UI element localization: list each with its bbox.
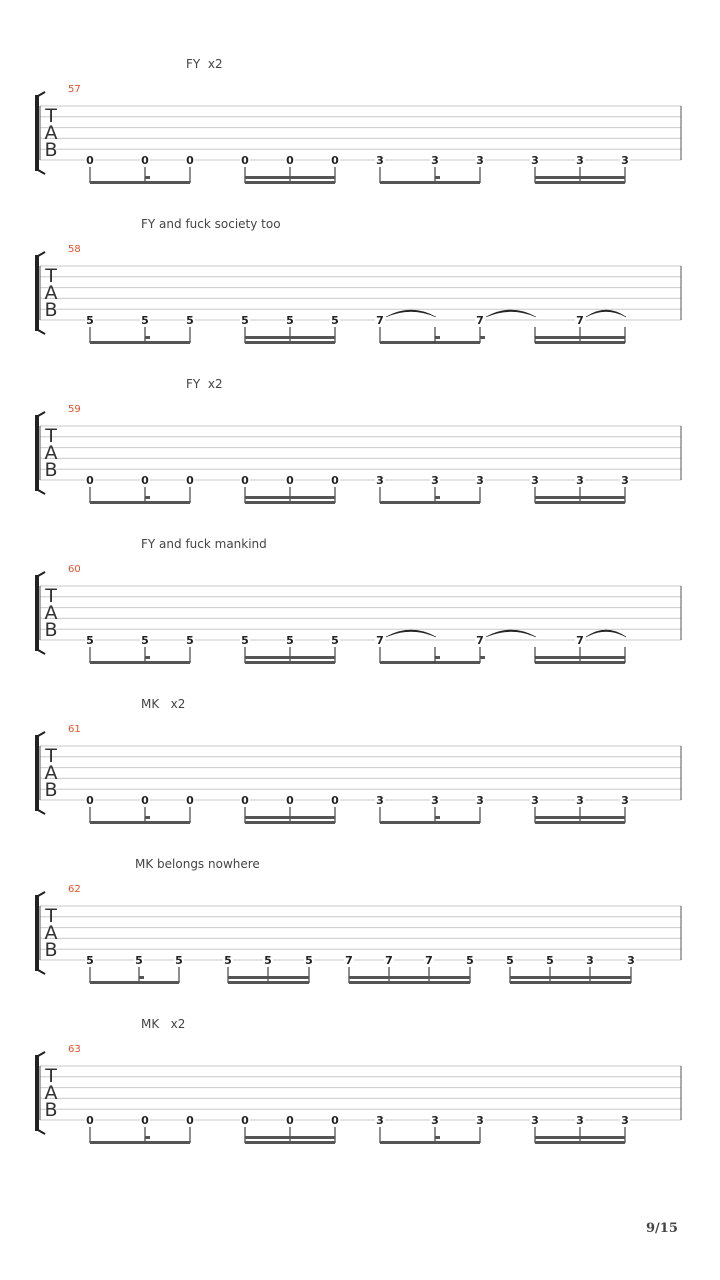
beam [245, 1141, 335, 1144]
tab-clef-letter: T [45, 905, 57, 927]
tie-arc [586, 310, 626, 317]
beam [245, 501, 335, 504]
tab-clef-letter: T [45, 425, 57, 447]
tab-clef-letter: T [45, 1065, 57, 1087]
measure-number: 60 [68, 564, 81, 575]
lyric-text: FY x2 [186, 57, 223, 71]
beam-secondary [245, 1136, 335, 1139]
tie-arc [486, 310, 536, 317]
tab-clef-letter: A [44, 922, 58, 944]
fret-number: 0 [286, 474, 294, 487]
tab-clef-letter: B [44, 1099, 58, 1121]
tab-clef-letter: A [44, 602, 58, 624]
beam [535, 181, 625, 184]
fret-number: 3 [431, 1114, 439, 1127]
fret-number: 0 [241, 474, 249, 487]
fret-number: 3 [376, 474, 384, 487]
fret-number: 7 [476, 634, 484, 647]
tab-clef-letter: T [45, 265, 57, 287]
beam-stub [145, 816, 150, 819]
beam-secondary [535, 496, 625, 499]
fret-number: 0 [186, 154, 194, 167]
fret-number: 0 [86, 794, 94, 807]
tab-clef-letter: T [45, 585, 57, 607]
fret-number: 0 [241, 1114, 249, 1127]
beam [380, 821, 480, 824]
tab-staff [0, 697, 720, 837]
fret-number: 5 [86, 634, 94, 647]
fret-number: 3 [531, 794, 539, 807]
fret-number: 0 [86, 474, 94, 487]
tab-clef-letter: A [44, 442, 58, 464]
fret-number: 0 [286, 154, 294, 167]
fret-number: 3 [376, 794, 384, 807]
tab-clef-letter: B [44, 459, 58, 481]
fret-number: 5 [305, 954, 313, 967]
tab-clef-letter: A [44, 762, 58, 784]
fret-number: 3 [531, 474, 539, 487]
beam [90, 501, 190, 504]
measure-number: 61 [68, 724, 81, 735]
fret-number: 0 [331, 154, 339, 167]
beam [535, 336, 625, 339]
fret-number: 0 [331, 474, 339, 487]
beam [380, 501, 480, 504]
beam [535, 1141, 625, 1144]
fret-number: 5 [186, 634, 194, 647]
measure-number: 57 [68, 84, 81, 95]
tab-system [0, 857, 720, 1017]
fret-number: 0 [86, 154, 94, 167]
tie-arc [486, 630, 536, 637]
tab-system [0, 377, 720, 537]
fret-number: 5 [506, 954, 514, 967]
fret-number: 3 [376, 154, 384, 167]
fret-number: 5 [466, 954, 474, 967]
fret-number: 0 [241, 154, 249, 167]
fret-number: 5 [224, 954, 232, 967]
fret-number: 0 [331, 1114, 339, 1127]
fret-number: 3 [586, 954, 594, 967]
beam [228, 981, 309, 984]
tie-arc [386, 630, 436, 637]
fret-number: 0 [141, 154, 149, 167]
tab-staff [0, 57, 720, 197]
page-number: 9/15 [646, 1221, 678, 1236]
tab-clef-letter: B [44, 779, 58, 801]
fret-number: 0 [141, 474, 149, 487]
beam [535, 656, 625, 659]
beam [245, 341, 335, 344]
fret-number: 0 [186, 1114, 194, 1127]
tab-system [0, 57, 720, 217]
measure-number: 63 [68, 1044, 81, 1055]
lyric-text: MK x2 [141, 697, 186, 711]
tab-clef-letter: B [44, 139, 58, 161]
fret-number: 3 [621, 154, 629, 167]
tab-staff [0, 537, 720, 677]
beam [90, 341, 190, 344]
fret-number: 3 [431, 474, 439, 487]
tab-staff [0, 217, 720, 357]
fret-number: 5 [86, 314, 94, 327]
beam-secondary [349, 976, 470, 979]
tab-clef-letter: T [45, 745, 57, 767]
fret-number: 0 [141, 794, 149, 807]
beam [90, 1141, 190, 1144]
fret-number: 3 [431, 794, 439, 807]
fret-number: 3 [476, 474, 484, 487]
tab-clef-letter: B [44, 939, 58, 961]
fret-number: 3 [376, 1114, 384, 1127]
beam [535, 661, 625, 664]
beam-secondary [245, 496, 335, 499]
fret-number: 0 [286, 794, 294, 807]
fret-number: 5 [141, 634, 149, 647]
fret-number: 3 [576, 794, 584, 807]
fret-number: 3 [531, 154, 539, 167]
fret-number: 7 [345, 954, 353, 967]
beam [90, 821, 190, 824]
fret-number: 3 [621, 1114, 629, 1127]
fret-number: 3 [576, 154, 584, 167]
beam-secondary [245, 336, 335, 339]
tie-arc [586, 630, 626, 637]
tab-system [0, 1017, 720, 1177]
fret-number: 0 [331, 794, 339, 807]
tab-clef-letter: B [44, 619, 58, 641]
tab-clef-letter: A [44, 282, 58, 304]
beam [245, 661, 335, 664]
tab-clef-letter: T [45, 105, 57, 127]
tab-system [0, 537, 720, 697]
lyric-text: FY and fuck society too [141, 217, 281, 231]
beam-secondary [245, 816, 335, 819]
fret-number: 7 [476, 314, 484, 327]
beam-secondary [535, 816, 625, 819]
beam [380, 1141, 480, 1144]
fret-number: 3 [621, 474, 629, 487]
fret-number: 3 [431, 154, 439, 167]
tab-system [0, 697, 720, 857]
lyric-text: FY and fuck mankind [141, 537, 267, 551]
fret-number: 7 [576, 634, 584, 647]
tab-staff [0, 377, 720, 517]
beam [245, 821, 335, 824]
fret-number: 5 [141, 314, 149, 327]
tab-clef-letter: B [44, 299, 58, 321]
beam-stub [435, 336, 440, 339]
beam-stub [145, 336, 150, 339]
fret-number: 5 [241, 634, 249, 647]
beam-stub [435, 656, 440, 659]
beam-stub [480, 656, 485, 659]
fret-number: 3 [627, 954, 635, 967]
fret-number: 5 [546, 954, 554, 967]
fret-number: 0 [141, 1114, 149, 1127]
lyric-text: MK x2 [141, 1017, 186, 1031]
measure-number: 58 [68, 244, 81, 255]
beam-stub [435, 496, 440, 499]
fret-number: 7 [576, 314, 584, 327]
tab-system [0, 217, 720, 377]
fret-number: 5 [286, 634, 294, 647]
beam-secondary [228, 976, 309, 979]
fret-number: 5 [264, 954, 272, 967]
beam-stub [435, 816, 440, 819]
beam [90, 981, 179, 984]
fret-number: 3 [476, 794, 484, 807]
beam-stub [145, 176, 150, 179]
fret-number: 5 [331, 314, 339, 327]
fret-number: 7 [425, 954, 433, 967]
tab-staff [0, 1017, 720, 1157]
measure-number: 59 [68, 404, 81, 415]
beam-secondary [245, 656, 335, 659]
beam [245, 181, 335, 184]
fret-number: 0 [286, 1114, 294, 1127]
fret-number: 5 [286, 314, 294, 327]
fret-number: 5 [241, 314, 249, 327]
beam [90, 661, 190, 664]
fret-number: 3 [531, 1114, 539, 1127]
beam-secondary [245, 176, 335, 179]
beam-stub [145, 496, 150, 499]
fret-number: 5 [186, 314, 194, 327]
fret-number: 5 [86, 954, 94, 967]
beam-secondary [510, 976, 631, 979]
fret-number: 7 [385, 954, 393, 967]
tab-staff [0, 857, 720, 997]
beam-secondary [535, 1136, 625, 1139]
fret-number: 3 [576, 1114, 584, 1127]
beam-secondary [535, 176, 625, 179]
beam-stub [480, 336, 485, 339]
beam [510, 981, 631, 984]
fret-number: 7 [376, 634, 384, 647]
lyric-text: FY x2 [186, 377, 223, 391]
beam [380, 181, 480, 184]
fret-number: 3 [621, 794, 629, 807]
tab-clef-letter: A [44, 122, 58, 144]
fret-number: 3 [476, 1114, 484, 1127]
tie-arc [386, 310, 436, 317]
fret-number: 3 [576, 474, 584, 487]
fret-number: 0 [186, 794, 194, 807]
fret-number: 0 [86, 1114, 94, 1127]
beam-stub [435, 176, 440, 179]
beam [90, 181, 190, 184]
beam [535, 821, 625, 824]
beam [535, 501, 625, 504]
fret-number: 5 [331, 634, 339, 647]
fret-number: 0 [241, 794, 249, 807]
lyric-text: MK belongs nowhere [135, 857, 260, 871]
beam-stub [145, 656, 150, 659]
beam [535, 341, 625, 344]
beam-stub [145, 1136, 150, 1139]
fret-number: 5 [175, 954, 183, 967]
tab-clef-letter: A [44, 1082, 58, 1104]
measure-number: 62 [68, 884, 81, 895]
beam-stub [435, 1136, 440, 1139]
fret-number: 7 [376, 314, 384, 327]
beam [349, 981, 470, 984]
fret-number: 0 [186, 474, 194, 487]
fret-number: 3 [476, 154, 484, 167]
beam-stub [139, 976, 144, 979]
fret-number: 5 [135, 954, 143, 967]
